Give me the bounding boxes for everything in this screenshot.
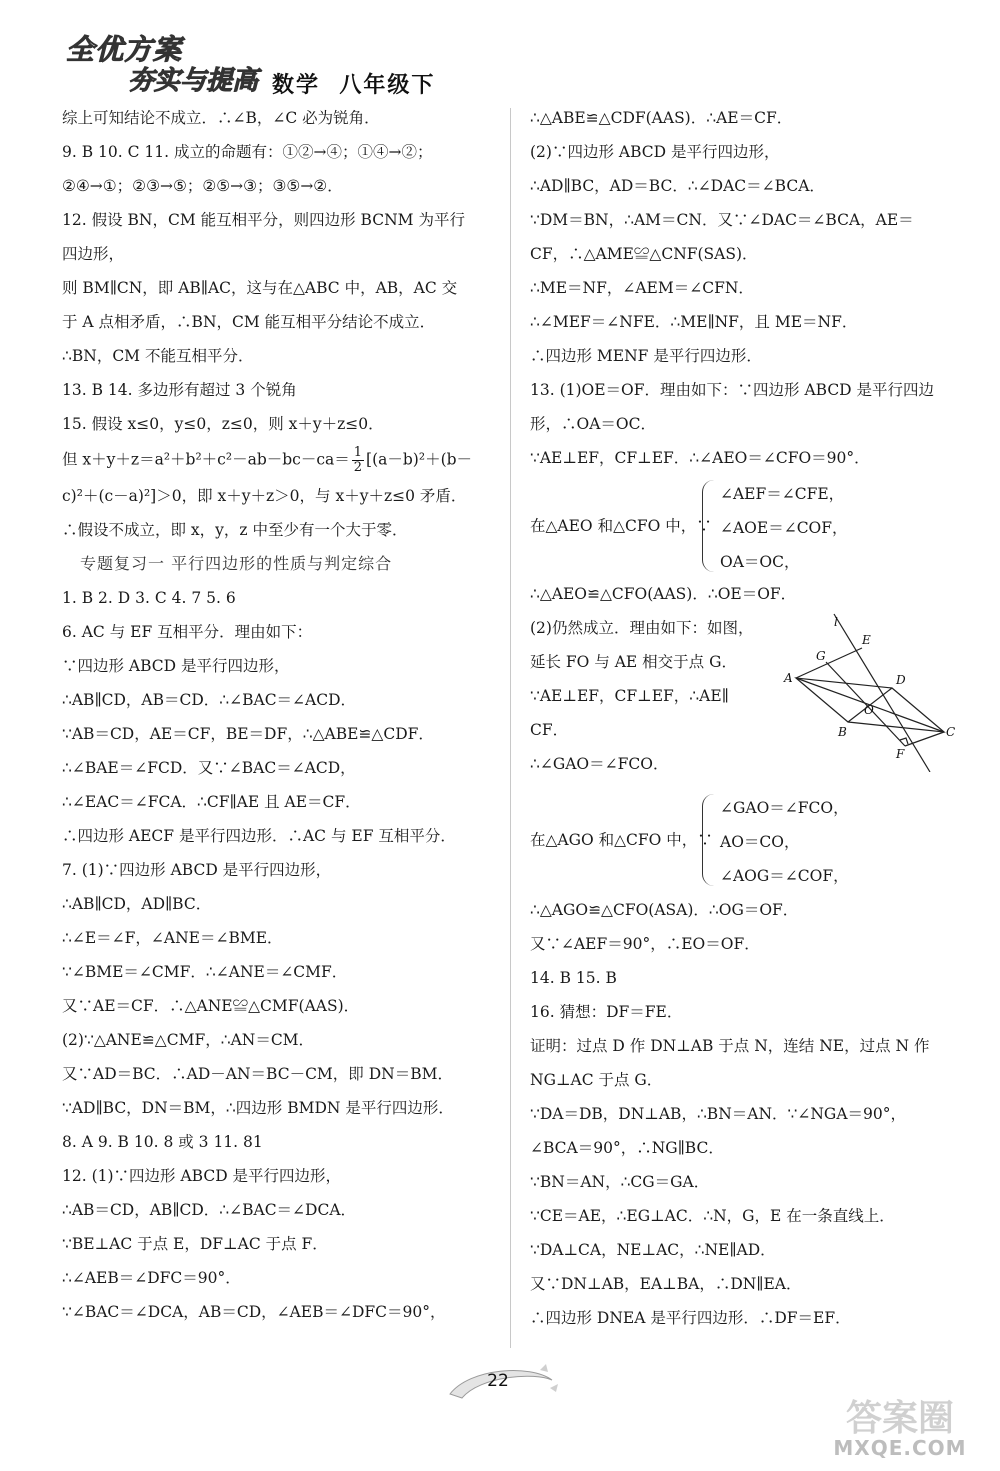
text-line: ∴四边形 MENF 是平行四边形． xyxy=(530,347,762,365)
text-line: (2)仍然成立．理由如下：如图， xyxy=(530,619,754,637)
text-line: [(a－b)²＋(b－ xyxy=(366,450,473,469)
brace-item: ∠AOG＝∠COF， xyxy=(720,867,849,885)
text-line-with-fraction xyxy=(62,446,512,475)
condition-brace-1 xyxy=(702,480,962,576)
label-g: G xyxy=(816,649,826,663)
text-line: ∴∠AEB＝∠DFC＝90°． xyxy=(62,1269,241,1287)
fraction-numerator: 1 xyxy=(353,445,363,460)
text-line: ∵∠BME＝∠CMF．∴∠ANE＝∠CMF． xyxy=(62,963,348,981)
text-line: ∴四边形 AECF 是平行四边形．∴AC 与 EF 互相平分． xyxy=(62,827,456,845)
text-line: ∵CE＝AE，∴EG⊥AC．∴N，G，E 在一条直线上． xyxy=(530,1207,895,1225)
text-line: 14. B 15. B xyxy=(530,969,617,987)
brace-shape xyxy=(702,480,715,572)
brace-item: AO＝CO， xyxy=(720,833,800,851)
text-line: 6. AC 与 EF 互相平分．理由如下： xyxy=(62,623,313,641)
logo-line2: 夯实与提高 xyxy=(128,66,259,96)
text-line: ∴∠E＝∠F，∠ANE＝∠BME． xyxy=(62,929,283,947)
page-header xyxy=(0,0,1000,110)
watermark-url: MXQE.COM xyxy=(833,1436,967,1460)
header-title: 数学 八年级下 xyxy=(272,73,436,98)
text-line: 但 x＋y＋z＝a²＋b²＋c²－ab－bc－ca＝ xyxy=(62,450,350,469)
text-line: ∵BE⊥AC 于点 E，DF⊥AC 于点 F． xyxy=(62,1235,328,1253)
text-line: ∵AE⊥EF，CF⊥EF．∴∠AEO＝∠CFO＝90°． xyxy=(530,449,870,467)
text-line: ∴AB∥CD，AB＝CD．∴∠BAC＝∠ACD． xyxy=(62,691,357,709)
text-line: ∴四边形 DNEA 是平行四边形．∴DF＝EF． xyxy=(530,1309,851,1327)
text-line: 1. B 2. D 3. C 4. 7 5. 6 xyxy=(62,589,236,607)
brace-item: ∠AEF＝∠CFE， xyxy=(720,485,845,503)
right-angle-mark xyxy=(900,738,908,744)
site-watermark xyxy=(820,1390,980,1462)
text-line: CF． xyxy=(530,721,569,739)
text-line: NG⊥AC 于点 G． xyxy=(530,1071,663,1089)
text-line: ∵AD∥BC，DN＝BM，∴四边形 BMDN 是平行四边形． xyxy=(62,1099,454,1117)
text-line: ∵∠BAC＝∠DCA，AB＝CD，∠AEB＝∠DFC＝90°， xyxy=(62,1303,446,1321)
text-line: ∴∠GAO＝∠FCO． xyxy=(530,755,669,773)
text-line: ∴△ABE≌△CDF(AAS)．∴AE＝CF． xyxy=(530,109,793,127)
line-l xyxy=(834,614,930,772)
page-number: 22 xyxy=(487,1371,509,1391)
series-logo xyxy=(58,28,258,98)
text-line: 13. B 14. 多边形有超过 3 个锐角 xyxy=(62,381,297,399)
text-line: 16. 猜想：DF＝FE． xyxy=(530,1003,683,1021)
text-line: 证明：过点 D 作 DN⊥AB 于点 N，连结 NE，过点 N 作 xyxy=(530,1037,930,1055)
text-line: 又∵DN⊥AB，EA⊥BA，∴DN∥EA． xyxy=(530,1275,802,1293)
text-line: 又∵∠AEF＝90°，∴EO＝OF． xyxy=(530,935,760,953)
text-line: ②④→①；②③→⑤；②⑤→③；③⑤→②． xyxy=(62,177,343,195)
text-line: ∵DM＝BN，∴AM＝CN．又∵∠DAC＝∠BCA，AE＝ xyxy=(530,211,914,229)
text-line: ∵DA＝DB，DN⊥AB，∴BN＝AN．∵∠NGA＝90°， xyxy=(530,1105,906,1123)
text-line: ∴△AEO≌△CFO(AAS)．∴OE＝OF． xyxy=(530,585,797,603)
text-line: 在△AEO 和△CFO 中，∵ xyxy=(530,517,712,535)
watermark-chinese: 答案圈 xyxy=(845,1398,954,1439)
text-line: ∴∠EAC＝∠FCA．∴CF∥AE 且 AE＝CF． xyxy=(62,793,361,811)
text-line: 9. B 10. C 11. 成立的命题有：①②→④；①④→②； xyxy=(62,143,433,161)
text-line: ∵DA⊥CA，NE⊥AC，∴NE∥AD． xyxy=(530,1241,776,1259)
label-o: O xyxy=(864,703,874,717)
fraction xyxy=(352,446,364,475)
text-line: 7. (1)∵四边形 ABCD 是平行四边形， xyxy=(62,861,332,879)
segment-cf xyxy=(905,732,944,746)
text-line: ∴AB＝CD，AB∥CD．∴∠BAC＝∠DCA． xyxy=(62,1201,357,1219)
page-footer xyxy=(0,1350,1000,1471)
text-line: (2)∵四边形 ABCD 是平行四边形， xyxy=(530,143,780,161)
text-line: ∵AB＝CD，AE＝CF，BE＝DF，∴△ABE≌△CDF． xyxy=(62,725,434,743)
text-line: 四边形， xyxy=(62,245,125,263)
text-line: 形，∴OA＝OC． xyxy=(530,415,656,433)
label-b: B xyxy=(838,725,847,739)
text-line: ∴△AGO≌△CFO(ASA)．∴OG＝OF． xyxy=(530,901,799,919)
text-line: ∴ME＝NF，∠AEM＝∠CFN． xyxy=(530,279,754,297)
text-line: ∴∠MEF＝∠NFE．∴ME∥NF，且 ME＝NF． xyxy=(530,313,858,331)
brace-item: ∠AOE＝∠COF， xyxy=(720,519,848,537)
text-line: 则 BM∥CN，即 AB∥AC，这与在△ABC 中，AB，AC 交 xyxy=(62,279,458,297)
text-line: 12. 假设 BN，CM 能互相平分，则四边形 BCNM 为平行 xyxy=(62,211,465,229)
fraction-denominator: 2 xyxy=(353,460,363,475)
text-line: 13. (1)OE＝OF．理由如下：∵四边形 ABCD 是平行四边 xyxy=(530,381,935,399)
text-line: ∴∠BAE＝∠FCD．又∵∠BAC＝∠ACD， xyxy=(62,759,356,777)
label-e: E xyxy=(862,633,871,647)
text-line: c)²＋(c－a)²]＞0，即 x＋y＋z＞0，与 x＋y＋z≤0 矛盾． xyxy=(62,487,467,505)
text-line: CF，∴△AME≌△CNF(SAS)． xyxy=(530,245,758,263)
text-line: ∵四边形 ABCD 是平行四边形， xyxy=(62,657,290,675)
section-heading: 专题复习一 平行四边形的性质与判定综合 xyxy=(80,554,393,573)
text-line: 8. A 9. B 10. 8 或 3 11. 81 xyxy=(62,1133,263,1151)
condition-brace-2 xyxy=(702,794,962,890)
text-line: 综上可知结论不成立．∴∠B，∠C 必为锐角． xyxy=(62,109,380,127)
brace-item: OA＝OC， xyxy=(720,553,800,571)
label-c: C xyxy=(946,725,956,739)
label-d: D xyxy=(896,673,906,687)
text-line: (2)∵△ANE≌△CMF，∴AN＝CM． xyxy=(62,1031,315,1049)
text-line: ∴AB∥CD，AD∥BC． xyxy=(62,895,212,913)
text-line: ∠BCA＝90°，∴NG∥BC． xyxy=(530,1139,724,1157)
label-f: F xyxy=(896,747,905,761)
text-line: 又∵AD＝BC．∴AD－AN＝BC－CM，即 DN＝BM． xyxy=(62,1065,453,1083)
logo-line1: 全优方案 xyxy=(66,33,183,66)
text-line: ∴假设不成立，即 x，y，z 中至少有一个大于零． xyxy=(62,521,408,539)
segment-ae xyxy=(796,648,862,678)
text-line: ∵BN＝AN，∴CG＝GA． xyxy=(530,1173,710,1191)
text-line: ∵AE⊥EF，CF⊥EF，∴AE∥ xyxy=(530,687,729,705)
brace-shape xyxy=(702,794,715,886)
text-line: ∴AD∥BC，AD＝BC．∴∠DAC＝∠BCA． xyxy=(530,177,825,195)
brace-item: ∠GAO＝∠FCO， xyxy=(720,799,849,817)
text-line: 在△AGO 和△CFO 中，∵ xyxy=(530,831,713,849)
geometry-figure xyxy=(780,612,960,772)
text-line: 延长 FO 与 AE 相交于点 G． xyxy=(530,653,737,671)
text-line: 于 A 点相矛盾，∴BN，CM 能互相平分结论不成立． xyxy=(62,313,436,331)
text-line: 15. 假设 x≤0，y≤0，z≤0，则 x＋y＋z≤0． xyxy=(62,415,384,433)
text-line: ∴BN，CM 不能互相平分． xyxy=(62,347,254,365)
label-a: A xyxy=(784,671,793,685)
text-line: 又∵AE＝CF．∴△ANE≌△CMF(AAS)． xyxy=(62,997,360,1015)
label-l: l xyxy=(834,615,838,629)
text-line: 12. (1)∵四边形 ABCD 是平行四边形， xyxy=(62,1167,342,1185)
